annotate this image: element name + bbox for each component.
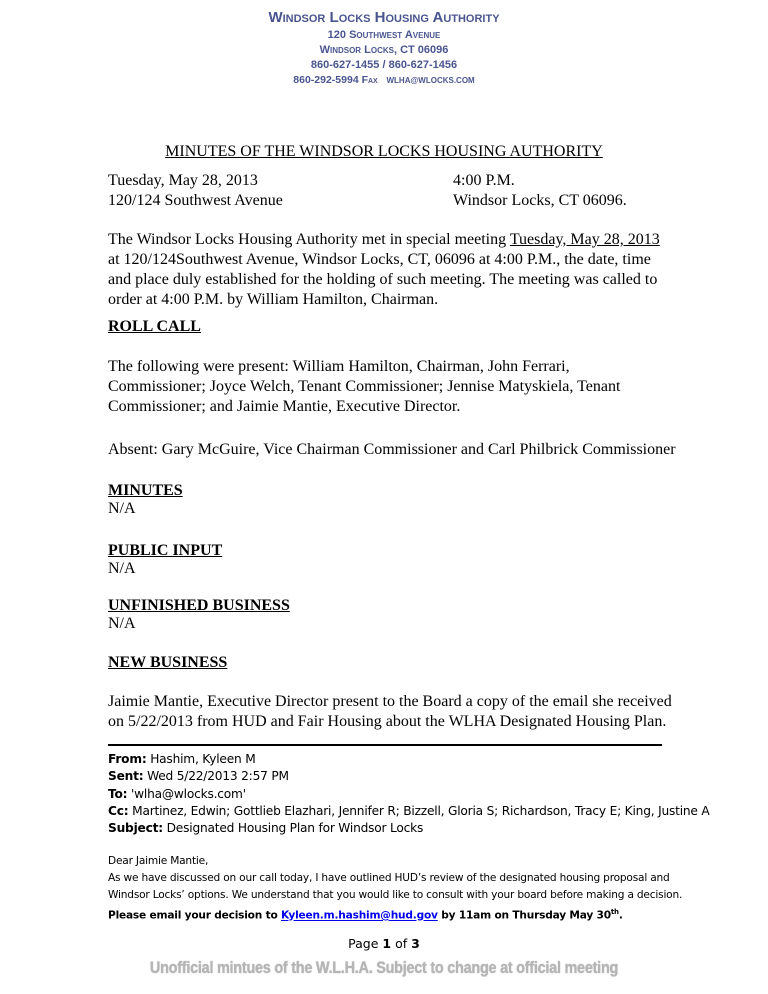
public-input-text: N/A — [108, 560, 136, 577]
minutes-heading: MINUTES — [108, 482, 183, 499]
meeting-time: 4:00 P.M. — [453, 172, 515, 189]
intro-date: Tuesday, May 28, 2013 — [509, 231, 660, 248]
sup: th — [610, 908, 619, 916]
text: Please email your decision to — [108, 909, 282, 922]
label: Cc: — [108, 803, 129, 818]
letterhead-street: 120 Southwest Avenue — [327, 29, 441, 41]
email-subject — [108, 820, 718, 837]
value: 'wlha@wlocks.com' — [127, 786, 246, 801]
letterhead-name: Windsor Locks Housing Authority — [268, 9, 500, 26]
document-title: MINUTES OF THE WINDSOR LOCKS HOUSING AUTHORITY — [165, 143, 603, 160]
email-headers — [108, 751, 718, 837]
email-to — [108, 786, 718, 803]
letterhead-email: WLHA@WLOCKS.COM — [386, 76, 475, 85]
unfinished-business-heading: UNFINISHED BUSINESS — [108, 597, 290, 614]
total-pages: 3 — [411, 936, 420, 951]
intro-paragraph — [108, 230, 668, 310]
unofficial-notice: Unofficial mintues of the W.L.H.A. Subject to change at official meeting — [149, 958, 619, 977]
meeting-city: Windsor Locks, CT 06096. — [453, 192, 627, 209]
letterhead-city: Windsor Locks, CT 06096 — [319, 44, 449, 56]
email-link[interactable]: Kyleen.m.hashim@hud.gov — [281, 909, 438, 922]
meeting-date: Tuesday, May 28, 2013 — [108, 172, 258, 189]
roll-call-present: The following were present: William Hamilton, Chairman, John Ferrari, Commissioner; Joyce Welch, Tenant Commissioner; Jennise Matyskiela, Tenant Commissioner; and Jaimie Mantie, Executive Director. — [108, 358, 621, 415]
letterhead-fax: 860-292-5994 Fax — [293, 74, 378, 86]
email-from — [108, 751, 718, 768]
minutes-text: N/A — [108, 500, 136, 517]
value: Designated Housing Plan for Windsor Locks — [162, 821, 424, 836]
label: Subject: — [108, 821, 163, 836]
email-body — [108, 853, 708, 925]
label: To: — [108, 786, 128, 801]
new-business-heading: NEW BUSINESS — [108, 654, 228, 671]
text: . — [618, 909, 623, 922]
meeting-time-city — [453, 171, 627, 211]
label: From: — [108, 752, 147, 766]
public-input-heading: PUBLIC INPUT — [108, 542, 223, 559]
roll-call-heading: ROLL CALL — [108, 318, 201, 335]
email-sent — [108, 768, 718, 785]
text: Page — [348, 936, 383, 951]
value: Martinez, Edwin; Gottlieb Elazhari, Jennifer R; Bizzell, Gloria S; Richardson, Tracy E; King, Justine A — [128, 803, 710, 818]
value: Hashim, Kyleen M — [146, 752, 256, 766]
letterhead-fax-email — [0, 74, 768, 86]
meeting-date-address — [108, 171, 283, 211]
letterhead-phones: 860-627-1455 / 860-627-1456 — [310, 59, 458, 71]
new-business-text: Jaimie Mantie, Executive Director present to the Board a copy of the email she received on 5/22/2013 from HUD and Fair Housing about the WLHA Designated Housing Plan. — [108, 693, 672, 730]
divider — [108, 744, 662, 746]
unfinished-business-text: N/A — [108, 615, 136, 632]
email-request — [108, 904, 708, 925]
label: Sent: — [108, 769, 144, 784]
email-greeting: Dear Jaimie Mantie, — [108, 855, 209, 867]
value: Wed 5/22/2013 2:57 PM — [143, 769, 289, 784]
meeting-address: 120/124 Southwest Avenue — [108, 192, 283, 209]
roll-call-absent: Absent: Gary McGuire, Vice Chairman Commissioner and Carl Philbrick Commissioner — [108, 441, 676, 458]
intro-text-rest: at 120/124Southwest Avenue, Windsor Locks, CT, 06096 at 4:00 P.M., the date, time and place duly established for the holding of such meeting. The meeting was called to order at 4:00 P.M. by William Hamilton, Chairman. — [108, 251, 658, 308]
page-number — [0, 936, 768, 951]
current-page: 1 — [382, 936, 392, 951]
text: by 11am on Thursday May 30 — [437, 909, 611, 922]
intro-text: The Windsor Locks Housing Authority met in special meeting — [108, 231, 510, 248]
email-cc — [108, 803, 718, 820]
email-body-text: As we have discussed on our call today, I have outlined HUD’s review of the designated housing proposal and Windsor Locks’ options. We understand that you would like to consult with your board before making a decision. — [108, 872, 683, 901]
text: of — [391, 936, 412, 951]
